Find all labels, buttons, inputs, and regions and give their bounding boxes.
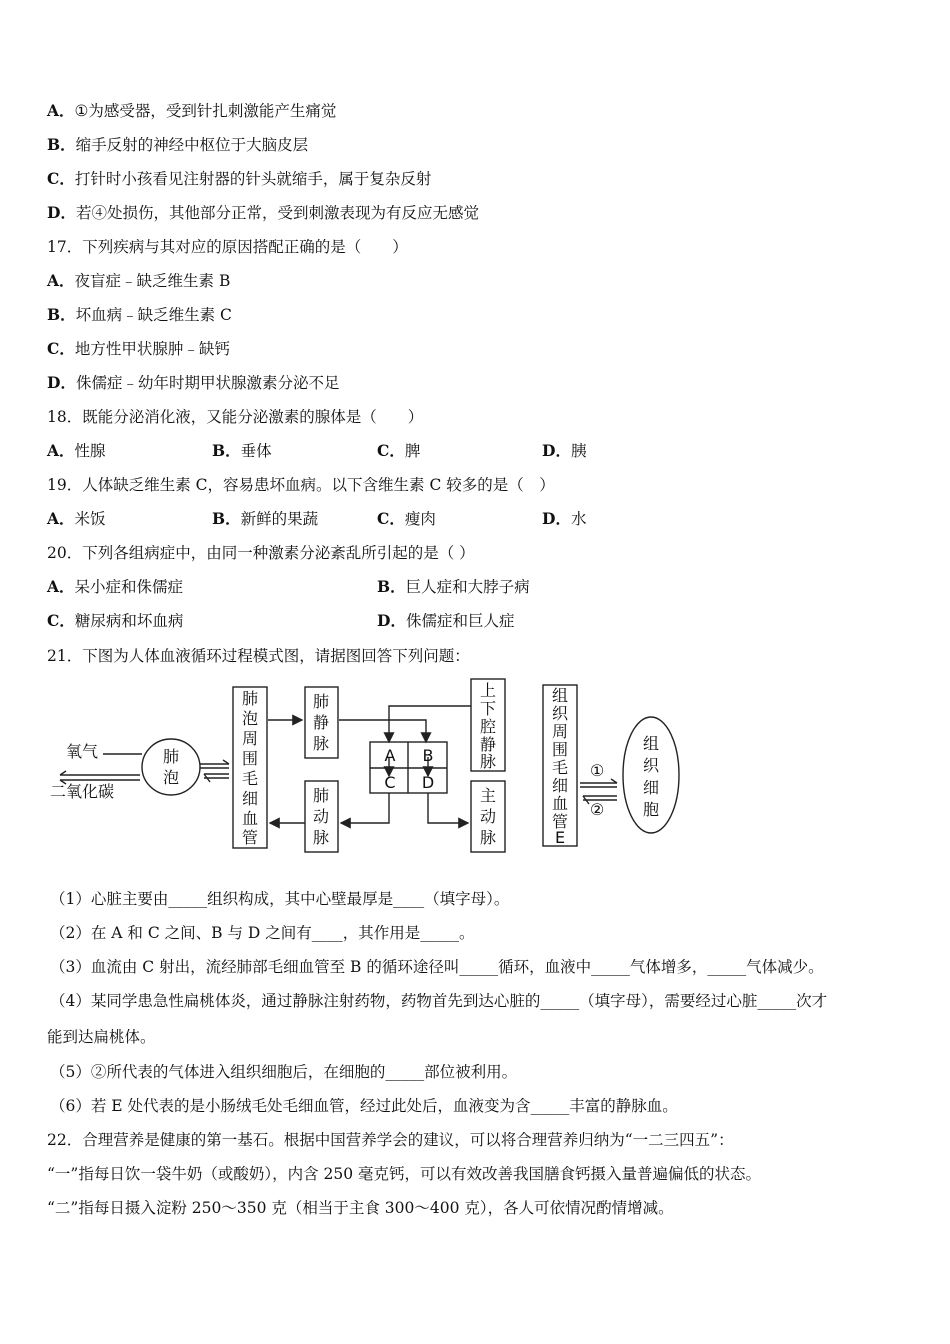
option-letter: D． [542,441,571,460]
q21-sub6: （6）若 E 处代表的是小肠绒毛处毛细血管，经过此处后，血液变为含_____丰富的静脉血。 [50,1097,678,1115]
arrow-2-label: ② [589,800,605,819]
tissue-cell-char: 细 [642,778,660,797]
option-letter: C． [377,441,405,460]
pulmonary-artery-char: 脉 [312,828,330,847]
option-text: 呆小症和侏儒症 [74,578,184,596]
option-text: 巨人症和大脖子病 [405,578,530,596]
aorta-char: 脉 [479,828,497,847]
option-text: 侏儒症﹣幼年时期甲状腺激素分泌不足 [75,374,340,392]
option-text: 垂体 [240,442,272,460]
vena-cava-to-atrium-path [389,706,471,742]
option-text: 缩手反射的神经中枢位于大脑皮层 [75,136,309,154]
ventricle-c-to-artery-path [341,793,389,823]
option-letter: C． [47,169,75,188]
q17-stem: 17．下列疾病与其对应的原因搭配正确的是（ ） [47,238,408,256]
option-letter: B． [47,135,76,154]
option-letter: A． [47,271,75,290]
option-text: 瘦肉 [404,510,436,528]
option-text: 地方性甲状腺肿﹣缺钙 [74,340,230,358]
option-text: 糖尿病和坏血病 [74,612,184,630]
q20-stem: 20．下列各组病症中，由同一种激素分泌紊乱所引起的是（ ） [47,544,475,562]
tissue-capillary-char: E [554,828,566,847]
option-text: 打针时小孩看见注射器的针头就缩手，属于复杂反射 [74,170,432,188]
tissue-capillary-char: 组 [551,686,569,705]
option-letter: B． [212,441,241,460]
q21-sub3: （3）血流由 C 射出，流经肺部毛细血管至 B 的循环途径叫_____循环，血液中_____气体增多，_____气体减少。 [50,958,824,976]
pulmonary-artery-char: 肺 [312,786,330,805]
alveolus-label-2: 泡 [162,768,180,787]
pulmonary-vein-char: 肺 [312,692,330,711]
aorta-char: 主 [479,786,497,805]
option-text: 侏儒症和巨人症 [405,612,515,630]
tissue-cell-char: 组 [642,734,660,753]
tissue-capillary-char: 围 [551,740,569,759]
lung-capillary-char: 围 [241,749,259,768]
option-letter: D． [377,611,406,630]
ventricle-d-to-aorta-path [428,793,468,823]
option-text: 水 [570,510,587,528]
option-letter: C． [47,611,75,630]
option-text: 脾 [404,442,421,460]
option-letter: A． [47,101,75,120]
tissue-capillary-char: 织 [551,704,569,723]
q21-sub4-cont: 能到达扁桃体。 [47,1028,156,1046]
option-text: 性腺 [74,442,106,460]
option-letter: C． [47,339,75,358]
option-letter: A． [47,509,75,528]
tissue-cell-char: 织 [642,756,660,775]
tissue-capillary-char: 周 [551,722,569,741]
heart-chamber-a: A [384,746,396,765]
tissue-capillary-char: 毛 [551,758,569,777]
alveolus-label-1: 肺 [162,747,180,766]
tissue-capillary-char: 血 [551,794,569,813]
vena-cava-char: 腔 [479,717,497,736]
heart-chamber-c: C [384,773,396,792]
option-letter: D． [47,203,76,222]
q21-stem: 21．下图为人体血液循环过程模式图，请据图回答下列问题： [47,647,470,665]
co2-label: 二氧化碳 [49,782,115,801]
pulmonary-artery-char: 动 [312,807,330,826]
lung-capillary-char: 毛 [241,769,259,788]
option-letter: B． [377,577,406,596]
q21-sub5: （5）②所代表的气体进入组织细胞后，在细胞的_____部位被利用。 [50,1063,518,1081]
option-text: 坏血病﹣缺乏维生素 C [75,306,232,324]
arrow-1-label: ① [589,761,605,780]
q22-point-2: “二”指每日摄入淀粉 250～350 克（相当于主食 300～400 克），各人可依情况酌情增减。 [47,1199,674,1217]
option-letter: D． [542,509,571,528]
lung-capillary-char: 泡 [241,709,259,728]
vena-cava-char: 下 [479,699,497,718]
pulmonary-vein-char: 静 [312,713,330,732]
lung-capillary-char: 肺 [241,689,259,708]
option-text: ①为感受器，受到针扎刺激能产生痛觉 [74,102,337,120]
heart-chamber-b: B [422,746,434,765]
q19-stem: 19．人体缺乏维生素 C，容易患坏血病。以下含维生素 C 较多的是（ ） [47,476,555,494]
lung-capillary-char: 血 [241,809,259,828]
q21-sub2: （2）在 A 和 C 之间、B 与 D 之间有____，其作用是_____。 [50,924,475,942]
option-letter: A． [47,441,75,460]
tissue-capillary-char: 细 [551,776,569,795]
vena-cava-char: 静 [479,735,497,754]
option-letter: C． [377,509,405,528]
option-letter: B． [47,305,76,324]
oxygen-label: 氧气 [65,742,99,761]
option-text: 胰 [570,442,587,460]
aorta-char: 动 [479,807,497,826]
vena-cava-char: 脉 [479,752,497,771]
pulmonary-vein-char: 脉 [312,734,330,753]
heart-chamber-d: D [421,773,435,792]
lung-capillary-char: 细 [241,789,259,808]
tissue-cell-char: 胞 [642,800,660,819]
q21-sub4: （4）某同学患急性扁桃体炎，通过静脉注射药物，药物首先到达心脏的_____（填字母），需要经过心脏_____次才 [50,992,828,1010]
tissue-capillary-char: 管 [551,812,569,831]
q21-sub1: （1）心脏主要由_____组织构成，其中心壁最厚是____（填字母）。 [50,890,510,908]
lung-capillary-char: 周 [241,729,259,748]
q18-stem: 18．既能分泌消化液，又能分泌激素的腺体是（ ） [47,408,424,426]
q22-stem: 22．合理营养是健康的第一基石。根据中国营养学会的建议，可以将合理营养归纳为“一二三四五”： [47,1131,734,1149]
vein-to-atrium-path [339,720,426,742]
option-letter: A． [47,577,75,596]
option-text: 若④处损伤，其他部分正常，受到刺激表现为有反应无感觉 [75,204,479,222]
option-letter: B． [212,509,241,528]
vena-cava-char: 上 [479,681,497,700]
lung-capillary-char: 管 [241,828,259,847]
option-text: 夜盲症﹣缺乏维生素 B [74,272,231,290]
option-letter: D． [47,373,76,392]
option-text: 新鲜的果蔬 [240,510,319,528]
option-text: 米饭 [74,510,106,528]
q22-point-1: “一”指每日饮一袋牛奶（或酸奶），内含 250 毫克钙，可以有效改善我国膳食钙摄入量普遍偏低的状态。 [47,1165,762,1183]
